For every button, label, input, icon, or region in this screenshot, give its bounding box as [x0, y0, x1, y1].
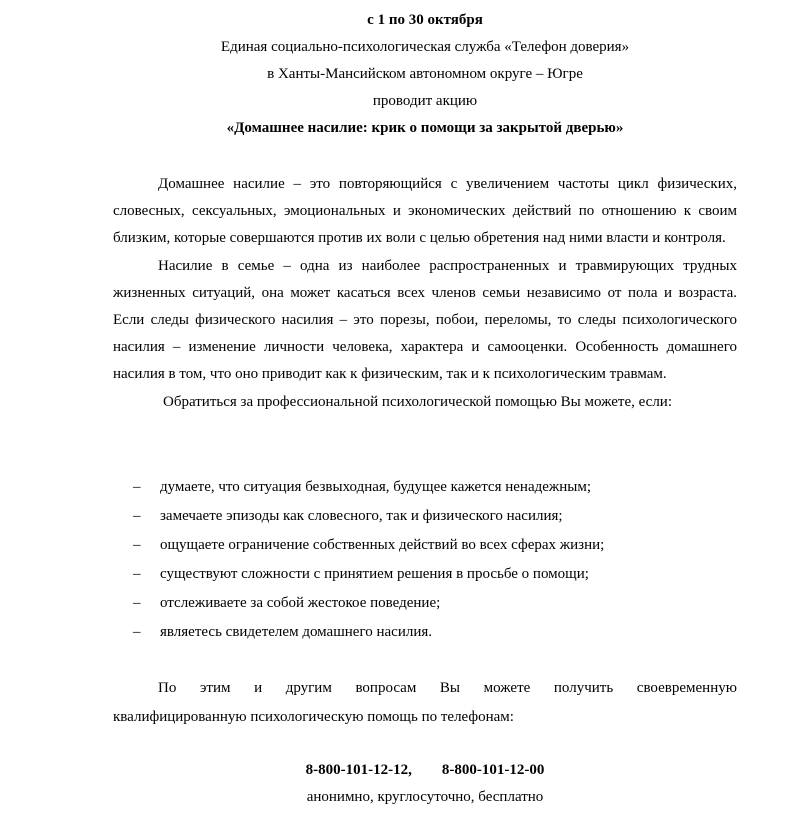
dash-bullet: –	[133, 537, 141, 553]
list-item	[113, 560, 737, 589]
contact-word: этим	[199, 680, 231, 696]
list-item-text: являетесь свидетелем домашнего насилия.	[160, 624, 433, 640]
contact-word: другим	[285, 680, 332, 696]
body-text	[113, 171, 737, 416]
definition-paragraph: Домашнее насилие – это повторяющийся с увеличением частоты цикл физических, словесных, сексуальных, эмоциональных и экономических действий по отношению к своим близким, которые совершаются против их воли с целью обретения над ними власти и контроля.	[113, 176, 737, 247]
contact-line-2: квалифицированную психологическую помощь по телефонам:	[113, 709, 514, 725]
dash-bullet: –	[133, 479, 141, 495]
list-item-text: думаете, что ситуация безвыходная, будущее кажется ненадежным;	[160, 479, 592, 495]
list-item	[113, 618, 737, 647]
dash-bullet: –	[133, 595, 141, 611]
phone-note: анонимно, круглосуточно, бесплатно	[306, 789, 544, 805]
list-item	[113, 531, 737, 560]
contact-word: вопросам	[355, 680, 417, 696]
list-item	[113, 589, 737, 618]
list-item	[113, 473, 737, 502]
help-reasons-list	[113, 473, 737, 647]
contact-word: По	[158, 680, 177, 696]
region-line: в Ханты-Мансийском автономном округе – Югре	[267, 66, 583, 82]
phones-block	[113, 757, 737, 811]
list-intro: Обратиться за профессиональной психологической помощью Вы можете, если:	[163, 393, 673, 410]
action-line: проводит акцию	[372, 93, 478, 109]
document-header	[113, 7, 737, 142]
list-item-text: существуют сложности с принятием решения в просьбе о помощи;	[160, 566, 589, 582]
list-item	[113, 502, 737, 531]
dash-bullet: –	[133, 508, 141, 524]
date-line: с 1 по 30 октября	[367, 12, 483, 28]
contact-word: Вы	[439, 680, 461, 696]
contact-paragraph	[113, 674, 737, 732]
contact-word: и	[254, 680, 263, 696]
list-item-text: замечаете эпизоды как словесного, так и физического насилия;	[160, 508, 563, 524]
campaign-title: «Домашнее насилие: крик о помощи за закрытой дверью»	[226, 120, 624, 136]
contact-word: своевременную	[636, 680, 737, 696]
dash-bullet: –	[133, 624, 141, 640]
phone-numbers-line	[113, 757, 737, 784]
phone-number-1: 8-800-101-12-12,	[305, 762, 412, 778]
family-paragraph: Насилие в семье – одна из наиболее распространенных и травмирующих трудных жизненных ситуаций, она может касаться всех членов семьи независимо от пола и возраста. Если следы физического насилия – это порезы, побои, переломы, то следы психологического насилия – изменение личности человека, характера и самооценки. Особенность домашнего насилия в том, что оно приводит как к физическим, так и к психологическим травмам.	[113, 257, 737, 383]
service-line: Единая социально-психологическая служба «Телефон доверия»	[220, 39, 630, 55]
list-item-text: ощущаете ограничение собственных действий во всех сферах жизни;	[160, 537, 605, 553]
contact-word: получить	[553, 680, 614, 696]
list-item-text: отслеживаете за собой жестокое поведение;	[160, 595, 441, 611]
dash-bullet: –	[133, 566, 141, 582]
contact-line-1	[113, 674, 737, 703]
phone-number-2: 8-800-101-12-00	[441, 762, 545, 778]
contact-word: можете	[483, 680, 531, 696]
